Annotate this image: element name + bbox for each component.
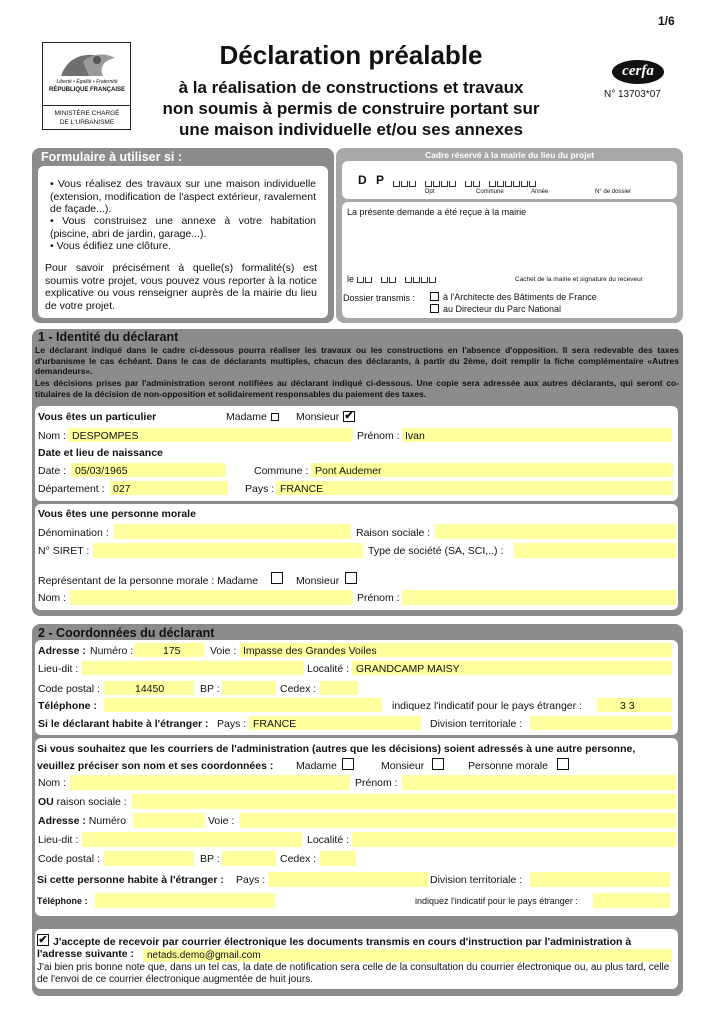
section-1-title: 1 - Identité du déclarant xyxy=(38,330,179,344)
other-cp-field[interactable] xyxy=(104,851,194,866)
other-cedex-field[interactable] xyxy=(320,851,356,866)
lieudit-label: Lieu-dit : xyxy=(38,663,79,675)
annee-caption: Année xyxy=(531,189,549,195)
denomination-field[interactable] xyxy=(114,524,351,539)
email-accept-text-2: l'adresse suivante : xyxy=(37,948,135,960)
rep-nom-field[interactable] xyxy=(70,590,353,605)
other-adresse-label: Adresse : xyxy=(38,815,86,827)
code-postal-value: 14450 xyxy=(135,683,165,695)
other-localite-label: Localité : xyxy=(307,834,350,846)
other-monsieur-label: Monsieur xyxy=(381,760,425,772)
other-bp-label: BP : xyxy=(200,853,220,865)
other-person-text-1: Si vous souhaitez que les courriers de l'administration (autres que les décisions) soient adressés à une autre personne, xyxy=(37,743,636,755)
abf-label: à l'Architecte des Bâtiments de France xyxy=(443,292,597,302)
other-nom-field[interactable] xyxy=(70,775,350,790)
usage-note: Pour savoir précisément à quelle(s) formalité(s) est soumis votre projet, vous pouvez vous reporter à la notice explicative ou vous renseigner auprès de la mairie du lieu de votre projet. xyxy=(45,262,317,312)
date-label: Date : xyxy=(38,465,67,477)
cerfa-number: N° 13703*07 xyxy=(604,89,661,100)
other-morale-checkbox[interactable] xyxy=(557,758,569,770)
nom-label: Nom : xyxy=(38,430,67,442)
rep-monsieur-label: Monsieur xyxy=(296,575,340,587)
logo-ministry-1: MINISTÈRE CHARGÉ xyxy=(54,110,120,117)
marianne-icon xyxy=(53,48,119,78)
raison-sociale-label: Raison sociale : xyxy=(356,527,431,539)
subtitle-line-1: à la réalisation de constructions et travaux xyxy=(178,78,524,97)
dpt-caption: Dpt xyxy=(425,189,435,195)
bp-label: BP : xyxy=(200,683,220,695)
other-division-label: Division territoriale : xyxy=(430,874,523,886)
ou-label: OU xyxy=(38,796,54,808)
commune-label: Commune : xyxy=(254,465,309,477)
date-value: 05/03/1965 xyxy=(75,465,128,477)
raison-sociale-field[interactable] xyxy=(435,524,676,539)
monsieur-checkbox[interactable]: ✔ xyxy=(344,410,354,422)
other-cp-label: Code postal : xyxy=(38,853,100,865)
telephone-label: Téléphone : xyxy=(38,700,97,712)
subtitle-line-3: une maison individuelle et/ou ses annexes xyxy=(179,120,523,139)
subtitle-line-2: non soumis à permis de construire portant sur xyxy=(162,99,540,118)
other-monsieur-checkbox[interactable] xyxy=(432,758,444,770)
cedex-field[interactable] xyxy=(320,681,358,695)
section-1-intro-1: Le déclarant indiqué dans le cadre ci-dessous pourra réaliser les travaux ou les constructions en l'absence d'opposition. Il sera redevable des taxes d'urbanisme le cas échéant. Dans le cas de déclarants multiples, chacun des déclarants, à partir du 2ème, doit remplir la fiche complémentaire «Autres demandeurs». xyxy=(35,345,679,376)
other-numero-field[interactable] xyxy=(133,813,205,828)
other-madame-label: Madame xyxy=(296,760,337,772)
other-lieudit-label: Lieu-dit : xyxy=(38,834,79,846)
other-bp-field[interactable] xyxy=(222,851,276,866)
usage-bullet-2: • Vous construisez une annexe à votre habitation (piscine, abri de jardin, garage...). xyxy=(50,215,316,240)
abf-checkbox[interactable] xyxy=(430,292,439,301)
division-field[interactable] xyxy=(530,716,672,730)
page-title: Déclaration préalable xyxy=(219,40,483,70)
email-accept-text-1: J'accepte de recevoir par courrier électronique les documents transmis en cours d'instruction par l'administration à xyxy=(53,936,632,948)
other-madame-checkbox[interactable] xyxy=(342,758,354,770)
email-value: netads.demo@gmail.com xyxy=(147,950,261,961)
denomination-label: Dénomination : xyxy=(38,527,109,539)
commune-value: Pont Audemer xyxy=(315,465,382,477)
email-accept-checkbox[interactable]: ✔ xyxy=(38,934,48,946)
other-voie-label: Voie : xyxy=(208,815,235,827)
section-1-intro-2: Les décisions prises par l'administration seront notifiées au déclarant indiqué ci-dessous. Une copie sera adressée aux autres déclarants, qui seront co-titulaires de la décision de non-opposition et solidairement responsables du paiement des taxes. xyxy=(35,378,679,399)
particulier-heading: Vous êtes un particulier xyxy=(38,411,157,423)
voie-value: Impasse des Grandes Voiles xyxy=(243,645,377,657)
dp-prefix: D P xyxy=(358,173,388,187)
received-date-boxes xyxy=(357,277,437,283)
morale-heading: Vous êtes une personne morale xyxy=(38,508,196,520)
code-postal-label: Code postal : xyxy=(38,683,100,695)
type-societe-label: Type de société (SA, SCI,..) : xyxy=(368,545,504,557)
monsieur-label: Monsieur xyxy=(296,411,340,423)
other-division-field[interactable] xyxy=(530,872,670,887)
prenom-value: Ivan xyxy=(405,430,425,442)
other-etranger-label: Si cette personne habite à l'étranger : xyxy=(37,874,224,886)
pays-value: FRANCE xyxy=(280,483,324,495)
cachet-caption: Cachet de la mairie et signature du receveur xyxy=(515,276,643,283)
other-telephone-label: Téléphone : xyxy=(37,896,88,906)
etranger-pays-label: Pays : xyxy=(217,718,247,730)
received-text: La présente demande a été reçue à la mairie xyxy=(347,207,527,217)
prenom-label: Prénom : xyxy=(357,430,400,442)
siret-label: N° SIRET : xyxy=(38,545,90,557)
localite-value: GRANDCAMP MAISY xyxy=(356,663,460,675)
division-label: Division territoriale : xyxy=(430,718,523,730)
other-cedex-label: Cedex : xyxy=(280,853,317,865)
other-raison-label: raison sociale : xyxy=(53,796,127,808)
form-usage-title: Formulaire à utiliser si : xyxy=(41,150,183,164)
le-label: le xyxy=(347,274,355,284)
siret-field[interactable] xyxy=(93,543,363,558)
logo-motto: Liberté • Égalité • Fraternité xyxy=(56,79,118,85)
voie-label: Voie : xyxy=(210,645,237,657)
usage-bullet-3: • Vous édifiez une clôture. xyxy=(50,240,172,252)
cerfa-logo: cerfa xyxy=(612,60,664,84)
representant-label: Représentant de la personne morale : Madame xyxy=(38,575,259,587)
other-indicatif-field[interactable] xyxy=(593,893,670,908)
other-indicatif-label: indiquez l'indicatif pour le pays étranger : xyxy=(415,896,578,906)
page-number: 1/6 xyxy=(658,14,675,28)
madame-checkbox[interactable] xyxy=(271,413,279,421)
madame-label: Madame xyxy=(226,411,267,423)
logo-republic: RÉPUBLIQUE FRANÇAISE xyxy=(48,87,125,93)
lieudit-field[interactable] xyxy=(82,661,304,675)
telephone-field[interactable] xyxy=(104,698,382,712)
mairie-title: Cadre réservé à la mairie du lieu du projet xyxy=(424,150,595,160)
rep-prenom-label: Prénom : xyxy=(357,592,400,604)
adresse-label: Adresse : xyxy=(38,645,86,657)
dossier-caption: N° de dossier xyxy=(595,189,632,195)
other-pays-field[interactable] xyxy=(268,872,428,887)
rep-monsieur-checkbox[interactable] xyxy=(345,572,357,584)
etranger-label: Si le déclarant habite à l'étranger : xyxy=(38,718,209,730)
departement-label: Département : xyxy=(38,483,105,495)
parc-label: au Directeur du Parc National xyxy=(443,304,562,314)
transmis-label: Dossier transmis : xyxy=(343,293,416,303)
other-telephone-field[interactable] xyxy=(95,893,275,908)
pays-field[interactable] xyxy=(276,481,673,495)
numero-value: 175 xyxy=(163,645,181,657)
other-pays-label: Pays : xyxy=(236,874,266,886)
rep-nom-label: Nom : xyxy=(38,592,67,604)
other-prenom-label: Prénom : xyxy=(355,777,398,789)
republique-logo xyxy=(42,42,131,130)
nom-value: DESPOMPES xyxy=(72,430,139,442)
bp-field[interactable] xyxy=(222,681,276,695)
other-prenom-field[interactable] xyxy=(402,775,676,790)
numero-label: Numéro : xyxy=(90,645,134,657)
prenom-field[interactable] xyxy=(402,428,672,442)
other-numero-label: Numéro xyxy=(85,815,127,827)
localite-label: Localité : xyxy=(307,663,350,675)
rep-madame-checkbox[interactable] xyxy=(271,572,283,584)
etranger-pays-value: FRANCE xyxy=(253,718,297,730)
departement-value: 027 xyxy=(113,483,131,495)
rep-prenom-field[interactable] xyxy=(402,590,676,605)
other-person-text-2: veuillez préciser son nom et ses coordonnées : xyxy=(37,760,274,772)
other-lieudit-field[interactable] xyxy=(82,832,302,847)
naissance-heading: Date et lieu de naissance xyxy=(38,447,163,459)
parc-checkbox[interactable] xyxy=(430,304,439,313)
other-raison-field[interactable] xyxy=(132,794,676,809)
cedex-label: Cedex : xyxy=(280,683,317,695)
indicatif-label: indiquez l'indicatif pour le pays étranger : xyxy=(392,700,582,712)
dossier-number-boxes xyxy=(393,181,537,187)
usage-bullet-1: • Vous réalisez des travaux sur une maison individuelle (extension, modification de l'aspect extérieur, ravalement de façade...). xyxy=(50,178,316,215)
logo-ministry-2: DE L'URBANISME xyxy=(59,119,115,126)
commune-caption: Commune xyxy=(476,189,504,195)
other-morale-label: Personne morale xyxy=(468,760,548,772)
pays-label: Pays : xyxy=(245,483,275,495)
other-voie-field[interactable] xyxy=(240,813,676,828)
section-2-title: 2 - Coordonnées du déclarant xyxy=(38,626,215,640)
other-nom-label: Nom : xyxy=(38,777,67,789)
email-note: J'ai bien pris bonne note que, dans un tel cas, la date de notification sera celle de la consultation du courrier électronique ou, au plus tard, celle de l'envoi de ce courrier électronique augmentée de huit jours. xyxy=(37,962,670,985)
other-localite-field[interactable] xyxy=(352,832,676,847)
type-societe-field[interactable] xyxy=(514,543,676,558)
indicatif-value: 3 3 xyxy=(620,700,635,712)
